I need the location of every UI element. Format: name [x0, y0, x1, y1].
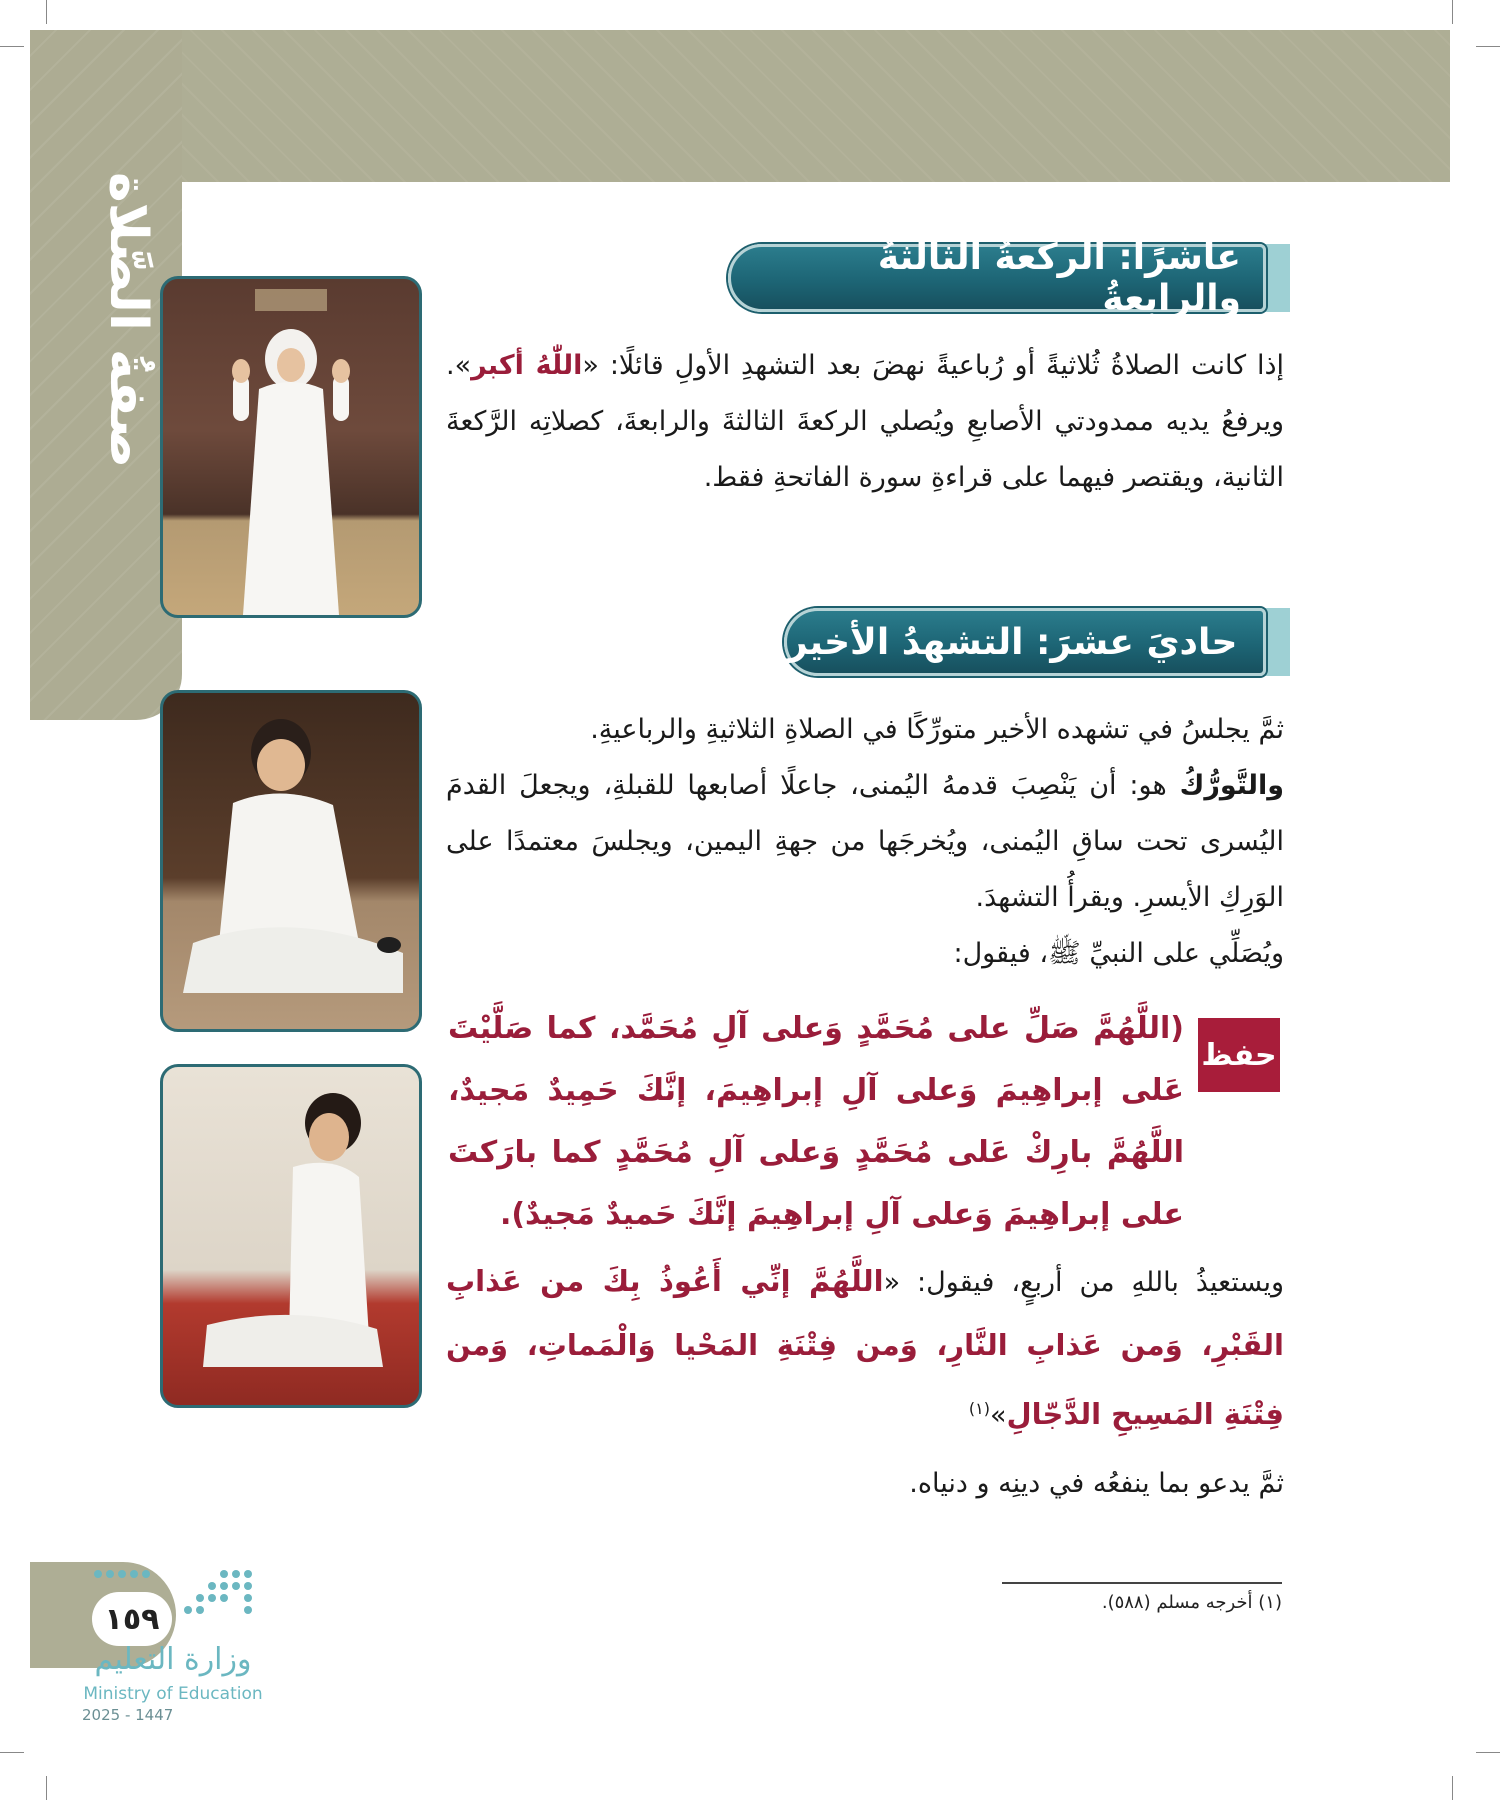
memorize-badge: حفظ [1198, 1018, 1280, 1092]
footnote-marker: (١) [968, 1399, 990, 1418]
ministry-name-arabic: وزارة التعليم [94, 1642, 252, 1677]
crop-mark [1476, 46, 1500, 47]
section-10-text [446, 338, 1284, 506]
page-number: ١٥٩ [92, 1592, 172, 1646]
crop-mark [0, 46, 24, 47]
crop-mark [46, 0, 47, 24]
footnote: (١) أخرجه مسلم (٥٨٨). [1101, 1592, 1282, 1613]
crop-mark [0, 1752, 24, 1753]
edition-year: 2025 - 1447 [82, 1706, 174, 1724]
istiadha-close: » [989, 1400, 1007, 1431]
crop-mark [1452, 0, 1453, 24]
ministry-name-english: Ministry of Education [83, 1684, 263, 1704]
tawarruk-definition: هو: أن يَنْصِبَ قدمهُ اليُمنى، جاعلًا أصابعها للقبلةِ، ويجعلَ القدمَ اليُسرى تحت ساقِ اليُمنى، ويُخرجَها من جهةِ اليمين، ويجلسَ معتمدًا على الوَرِكِ الأيسرِ. ويقرأُ التشهدَ. [446, 770, 1284, 913]
sitting-boy-profile-illustration [163, 1067, 419, 1405]
standing-boy-illustration [163, 279, 419, 615]
line-sitting: ثمَّ يجلسُ في تشهده الأخير متورِّكًا في الصلاةِ الثلاثيةِ والرباعيةِ. [590, 714, 1284, 745]
tawarruk-term: والتَّورُّكُ [1179, 770, 1284, 801]
salat-ibrahimiyya-text: (اللَّهُمَّ صَلِّ على مُحَمَّدٍ وَعلى آلِ مُحَمَّد، كما صَلَّيْتَ عَلى إبراهِيمَ وَعلى آلِ إبراهِيمَ، إنَّكَ حَمِيدٌ مَجيدٌ، اللَّهُمَّ بارِكْ عَلى مُحَمَّدٍ وَعلى آلِ مُحَمَّدٍ كما بارَكتَ على إبراهِيمَ وَعلى آلِ إبراهِيمَ إنَّكَ حَميدٌ مَجيدٌ). [448, 1011, 1184, 1232]
running-title: صفةُ الصَّلاة [98, 171, 158, 469]
sitting-boy-illustration [163, 693, 419, 1029]
banner-cap [1262, 608, 1290, 676]
photo-sitting-tawarruk [160, 690, 422, 1032]
crop-mark [1452, 1776, 1453, 1800]
crop-mark [1476, 1752, 1500, 1753]
salat-intro: ويُصَلِّي على النبيِّ ﷺ، فيقول: [953, 938, 1284, 969]
section-10-heading: عاشرًا: الركعةُ الثالثةُ والرابعةُ [728, 244, 1266, 312]
istiadha-intro: ويستعيذُ باللهِ من أربعٍ، فيقول: « [883, 1267, 1284, 1298]
istiadha-text: اللَّهُمَّ إنِّي أَعُوذُ بِكَ من عَذابِ القَبْرِ، وَمن عَذابِ النَّارِ، وَمن فِتْنَةِ المَحْيا وَالْمَماتِ، وَمن فِتْنَةِ المَسِيحِ الدَّجّالِ [446, 1264, 1284, 1431]
photo-sitting-profile [160, 1064, 422, 1408]
istiadha-paragraph [446, 1250, 1284, 1515]
page-frame-top [30, 30, 1450, 182]
photo-standing-boy [160, 276, 422, 618]
text-segment: إذا كانت الصلاةُ ثُلاثيةً أو رُباعيةً نهضَ بعد التشهدِ الأولِ قائلًا: « [582, 350, 1285, 381]
closing-line: ثمَّ يدعو بما ينفعُه في دينِه و دنياه. [909, 1468, 1284, 1499]
banner-cap [1262, 244, 1290, 312]
footnote-divider [1002, 1582, 1282, 1584]
text-segment: ». ويرفعُ يديه ممدودتي الأصابعِ ويُصلي الركعةَ الثالثةَ والرابعةَ، كصلاتِه الرَّكعةَ الثانية، ويقتصر فيهما على قراءةِ سورة الفاتحةِ فقط. [446, 350, 1284, 493]
takbir-text: اللّٰهُ أكبر [471, 350, 583, 381]
crop-mark [46, 1776, 47, 1800]
section-11-text [446, 702, 1284, 982]
section-11-heading: حاديَ عشرَ: التشهدُ الأخير [784, 608, 1266, 676]
